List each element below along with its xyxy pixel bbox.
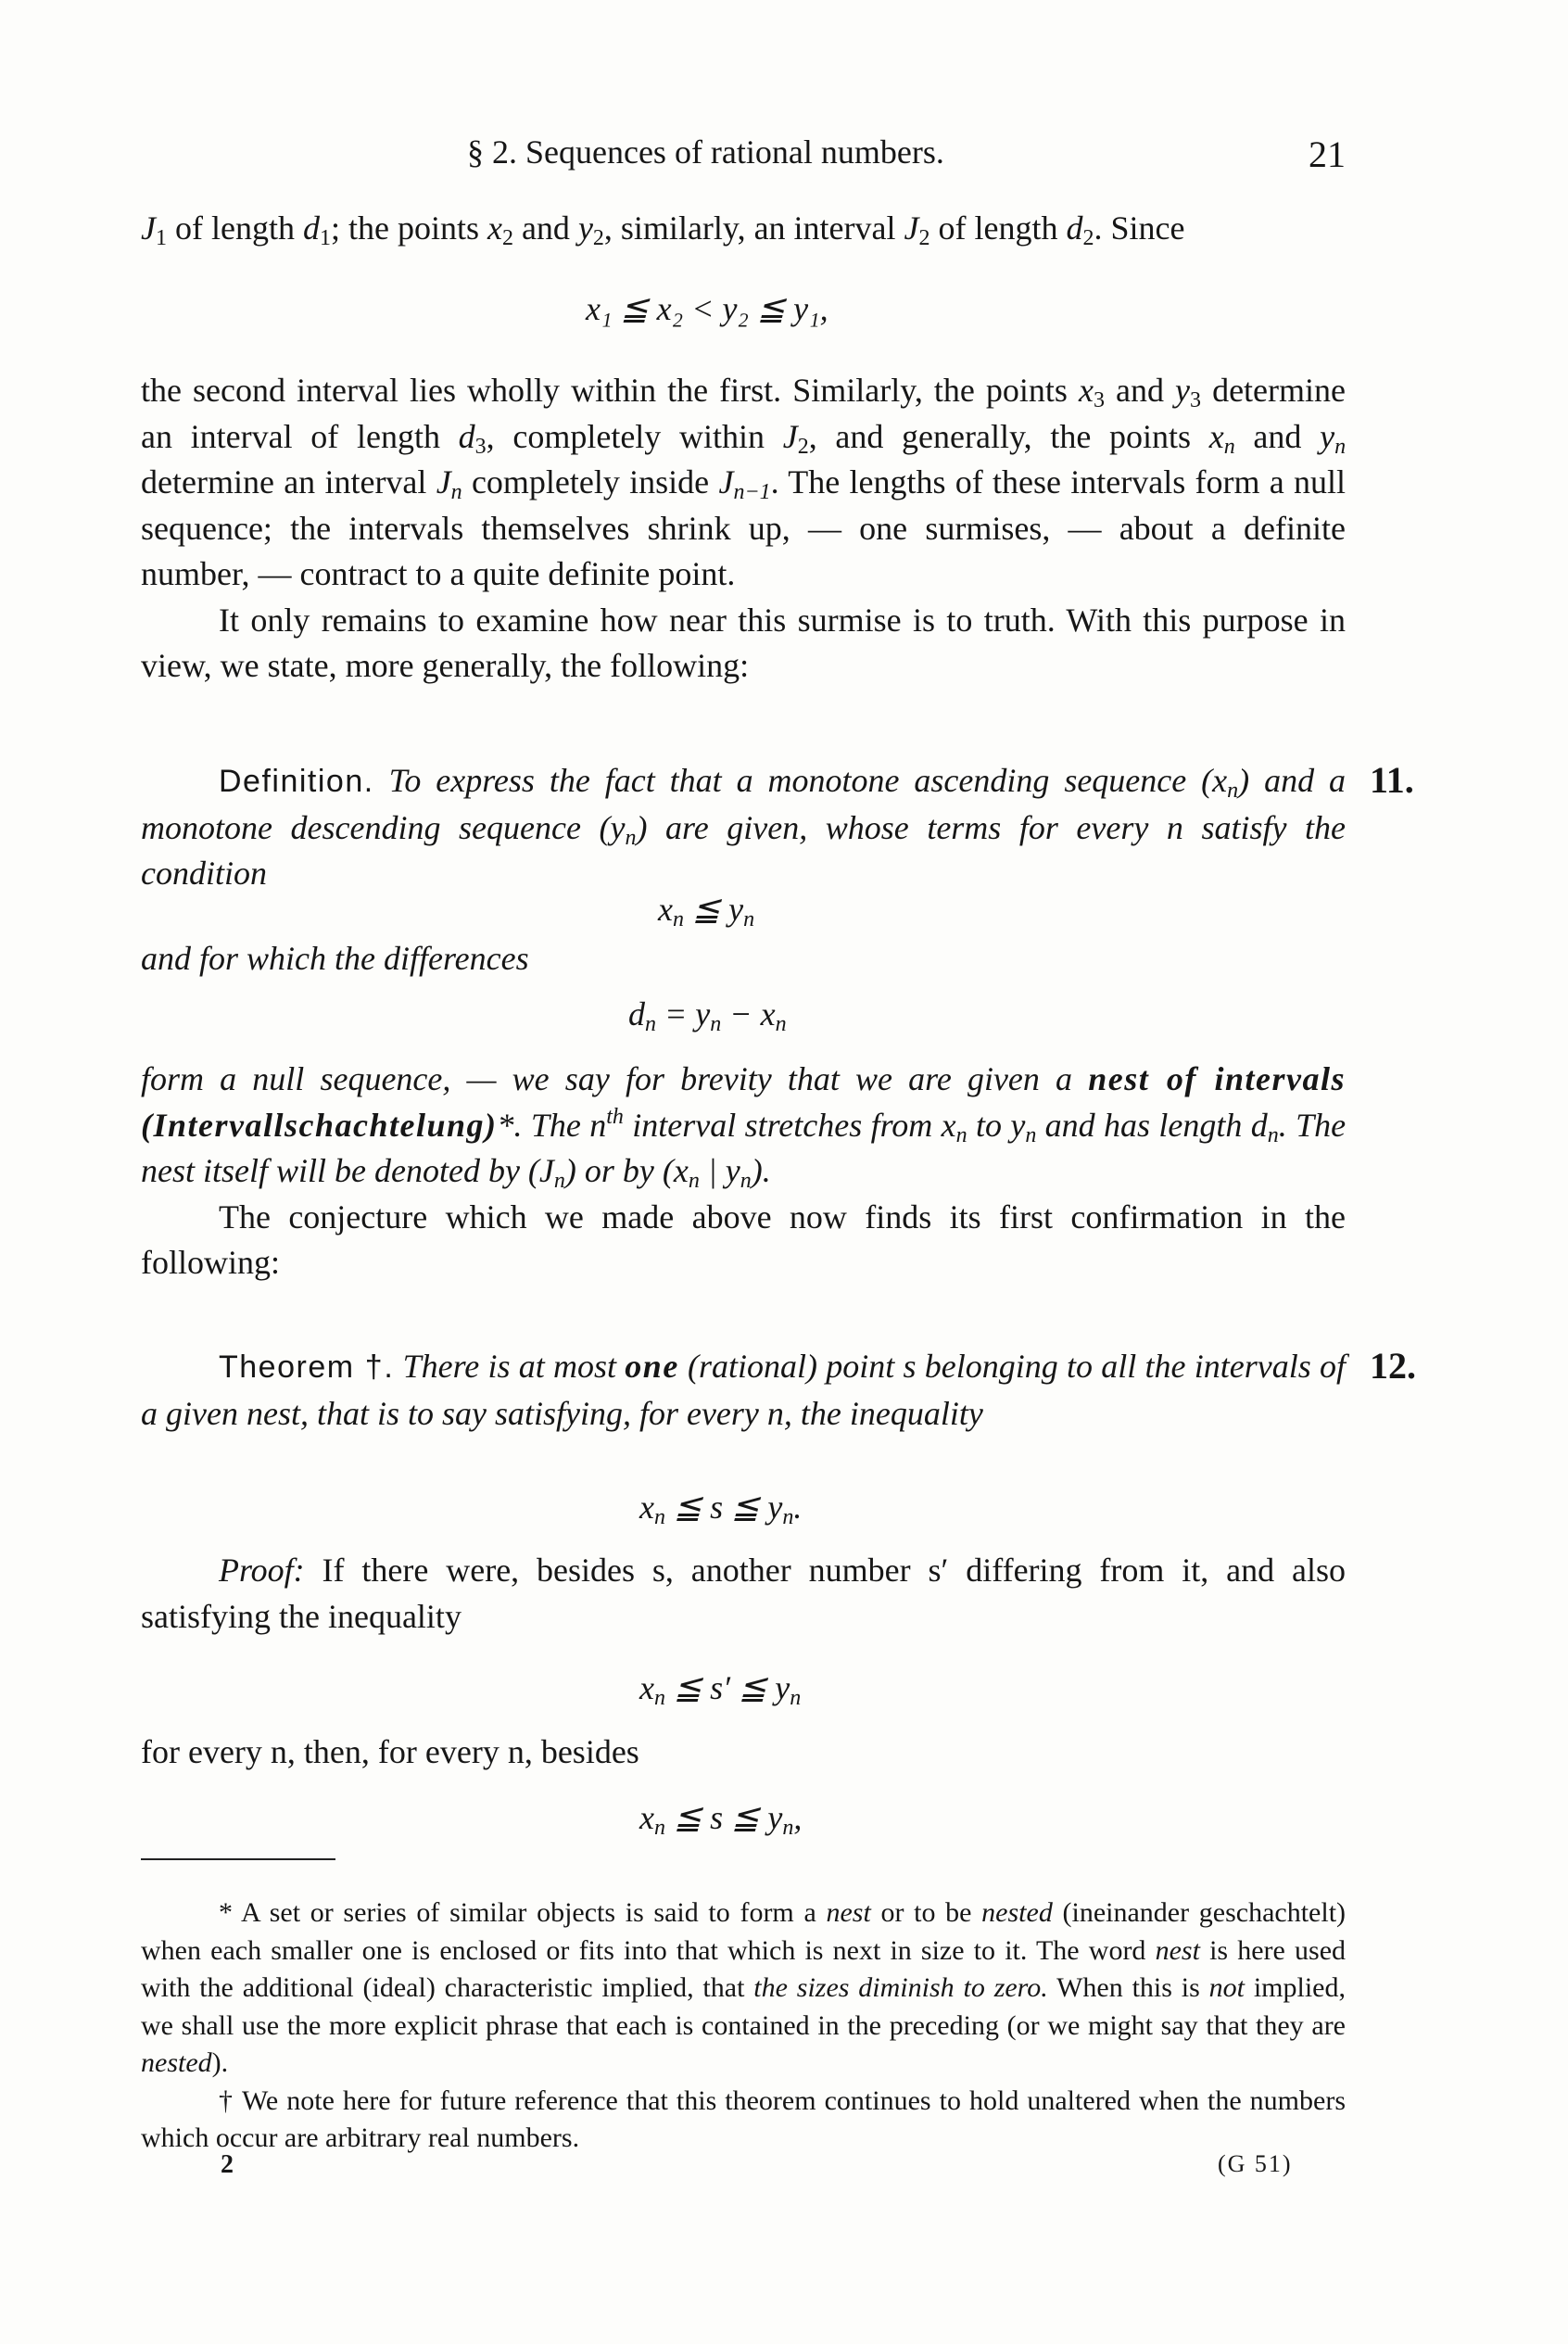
definition: Definition. To express the fact that a monotone ascending sequence $(x_n)$ and a monotone descending sequence $(y_n)$ are given, whose terms for every n satisfy the condition — [141, 762, 1347, 892]
equation-4: $x_n$ ≦ s ≦ $y_n$. — [639, 1489, 803, 1529]
margin-number-11: 11. — [1370, 759, 1414, 801]
margin-number-12: 12. — [1370, 1345, 1416, 1387]
emphasis-one: one — [625, 1348, 679, 1385]
paragraph-3: It only remains to examine how near this surmise is to truth. With this purpose in view, we state, more generally, the following: — [141, 601, 1346, 684]
equation-3: $d_n = y_n - x_n$ — [628, 995, 787, 1036]
definition-continued: and for which the differences — [141, 940, 529, 977]
equation-6: $x_n$ ≦ s ≦ $y_n$, — [639, 1799, 803, 1840]
proof-label: Proof: — [219, 1552, 305, 1589]
footnote-1: * A set or series of similar objects is said to form a nest or to be nested (ineinander geschachtelt) when each smaller one is enclosed or fits into that which is next in size to it. The word nest is here used with the additional (ideal) characteristic implied, that the sizes diminish to zero. When this is not implied, we shall use the more explicit phrase that each is contained in the preceding (or we might say that they are nested). — [141, 1897, 1347, 2078]
equation-2: $x_n$ ≦ $y_n$ — [658, 891, 755, 931]
proof: Proof: If there were, besides s, another number s′ differing from it, and also satisfying the inequality — [141, 1552, 1347, 1635]
footnote-rule — [141, 1858, 335, 1860]
definition-label: Definition. — [219, 764, 374, 799]
paragraph-4: The conjecture which we made above now finds its first confirmation in the following: — [141, 1197, 1346, 1281]
paragraph-2: the second interval lies wholly within the first. Similarly, the points $x_3$ and $y_3$ determine an interval of length $d_3$, completely within $J_2$, and generally, the points $x_n$ and $y_n$ determine an interval $J_n$ completely inside $J_{n-1}$. The lengths of these intervals form a null sequence; the intervals themselves shrink up, — one surmises, — about a definite number, — contract to a quite definite point. It only remains to examine how near this surmise is to truth. With this purpose in view, we state, more generally, the following: — [141, 368, 1346, 690]
theorem: Theorem †. There is at most one (rational) point s belonging to all the intervals of a given nest, that is to say satisfying, for every n, the inequality — [141, 1348, 1346, 1432]
footnotes — [141, 1894, 1346, 2158]
term-nest-of-intervals: nest of intervals (Intervallschachtelung) — [141, 1060, 1347, 1144]
signature-mark: 2 — [221, 2150, 234, 2179]
paragraph-1: $J_1$ of length $d_1$; the points $x_2$ and $y_2$, similarly, an interval $J_2$ of length $d_2$. Since — [141, 209, 1185, 250]
definition-conclusion: form a null sequence, — we say for brevity that we are given a nest of intervals (Intervallschachtelung)*. The $n^{th}$ interval stretches from $x_n$ to $y_n$ and has length $d_n$. The nest itself will be denoted by $(J_n)$ or by ($x_n$ | $y_n$). The conjecture which we made above now finds its first confirmation in the following: — [141, 1057, 1346, 1286]
paragraph-5: for every n, then, for every n, besides — [141, 1733, 639, 1770]
running-header — [141, 133, 1346, 179]
equation-5: $x_n$ ≦ s′ ≦ $y_n$ — [639, 1669, 802, 1710]
theorem-label: Theorem †. — [219, 1349, 395, 1385]
page-number: 21 — [1309, 133, 1346, 175]
printer-code: (G 51) — [1218, 2150, 1293, 2177]
footnote-2: † We note here for future reference that this theorem continues to hold unaltered when the numbers which occur are arbitrary real numbers. — [141, 2084, 1346, 2153]
equation-1: x₁ ≦ x₂ < y₂ ≦ y₁, — [586, 290, 828, 327]
header-title: § 2. Sequences of rational numbers. — [467, 133, 944, 171]
